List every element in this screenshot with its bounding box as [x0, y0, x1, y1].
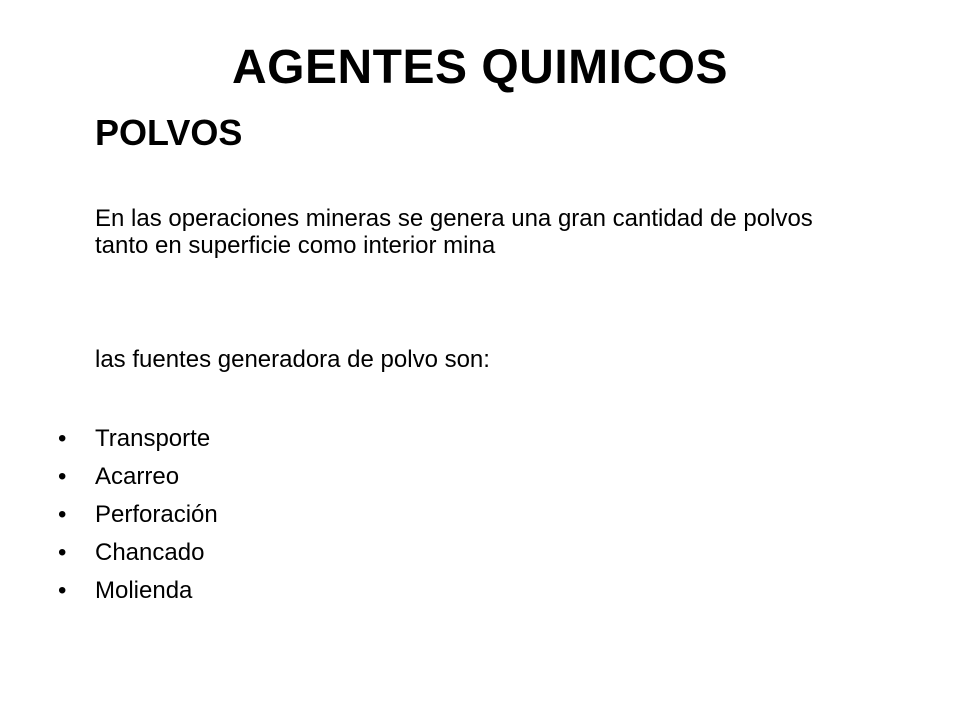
bullet-icon: • — [58, 501, 67, 528]
bullet-icon: • — [58, 425, 67, 452]
list-item-label: Chancado — [95, 539, 205, 566]
list-item-label: Transporte — [95, 425, 211, 452]
list-item — [58, 420, 218, 458]
slide-title: AGENTES QUIMICOS — [231, 41, 729, 94]
list-item — [58, 496, 218, 534]
list-item-label: Acarreo — [95, 463, 180, 490]
bullet-icon: • — [58, 463, 67, 490]
dust-sources-list — [58, 420, 218, 610]
bullet-icon: • — [58, 539, 67, 566]
intro-paragraph: En las operaciones mineras se genera una gran cantidad de polvos tanto en superficie como interior mina — [95, 205, 813, 259]
list-item-label: Perforación — [95, 501, 218, 528]
list-item — [58, 572, 218, 610]
list-item-label: Molienda — [95, 577, 193, 604]
sources-intro-text: las fuentes generadora de polvo son: — [95, 346, 490, 373]
slide-subtitle: POLVOS — [95, 112, 243, 153]
list-item — [58, 458, 218, 496]
list-item — [58, 534, 218, 572]
bullet-icon: • — [58, 577, 67, 604]
